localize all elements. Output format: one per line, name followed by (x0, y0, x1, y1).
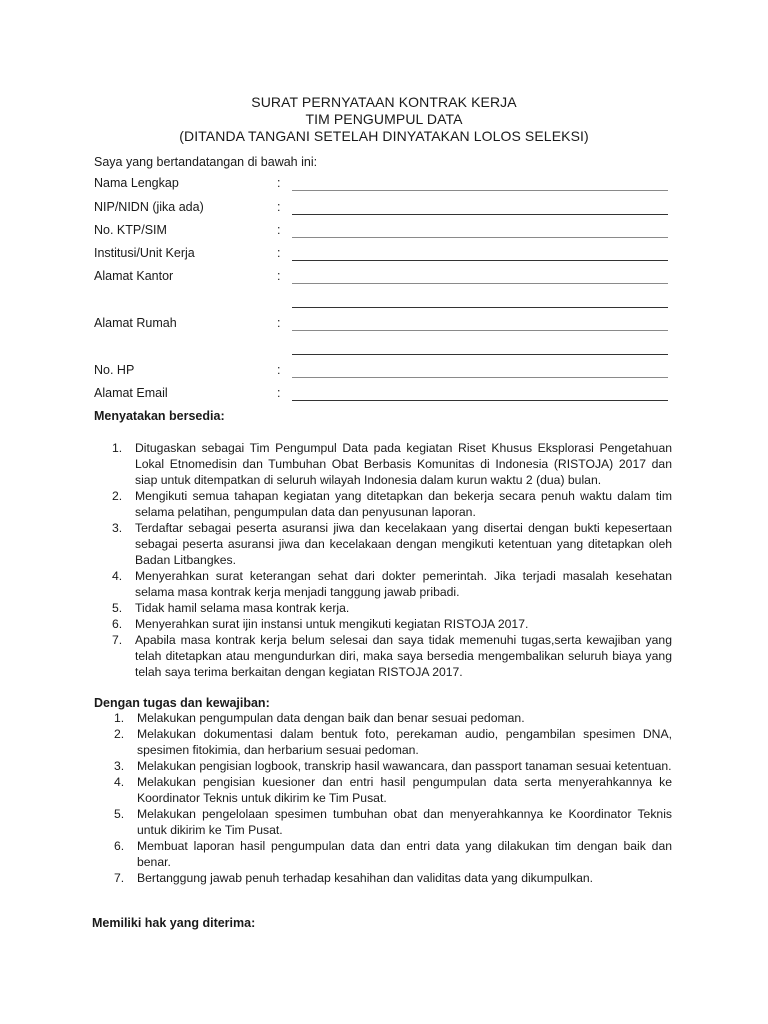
list-item (114, 838, 672, 870)
colon: : (277, 316, 281, 330)
field-institusi (94, 246, 674, 264)
list-item (112, 488, 672, 520)
fill-line[interactable] (292, 400, 668, 401)
colon: : (277, 176, 281, 190)
list-item (114, 726, 672, 758)
item-text: Terdaftar sebagai peserta asuransi jiwa dan kecelakaan yang disertai dengan bukti kepesertaan sebagai peserta asuransi jiwa dan kecelakaan dengan mengikuti ketentuan yang ditetapkan oleh Badan Litbangkes. (135, 521, 672, 567)
item-text: Menyerahkan surat keterangan sehat dari dokter pemerintah. Jika terjadi masalah kesehatan selama masa kontrak kerja menjadi tanggung jawab pribadi. (135, 569, 672, 599)
item-number: 6. (114, 839, 125, 853)
item-number: 1. (112, 441, 123, 455)
item-number: 3. (112, 521, 123, 535)
field-nip-nidn (94, 200, 674, 218)
item-number: 7. (112, 633, 123, 647)
list-item (114, 774, 672, 806)
fill-line[interactable] (292, 237, 668, 238)
item-text: Apabila masa kontrak kerja belum selesai dan saya tidak memenuhi tugas,serta kewajiban yang telah ditetapkan atau mengundurkan diri, maka saya bersedia mengembalikan seluruh biaya yang telah saya terima berkaitan dengan kegiatan RISTOJA 2017. (135, 633, 672, 679)
fill-line[interactable] (292, 260, 668, 261)
alamat-rumah-line-2[interactable] (292, 354, 668, 355)
field-label: Alamat Email (94, 386, 168, 400)
colon: : (277, 363, 281, 377)
item-text: Bertanggung jawab penuh terhadap kesahihan dan validitas data yang dikumpulkan. (137, 871, 594, 885)
document-title (0, 94, 768, 145)
list-item (112, 568, 672, 600)
list-item (112, 440, 672, 488)
field-label: NIP/NIDN (jika ada) (94, 200, 204, 214)
field-label: Nama Lengkap (94, 176, 179, 190)
item-number: 7. (114, 871, 125, 885)
field-label: Alamat Kantor (94, 269, 174, 283)
item-number: 2. (114, 727, 125, 741)
list-item (114, 806, 672, 838)
field-nama-lengkap (94, 176, 674, 194)
item-text: Melakukan pengisian kuesioner dan entri hasil pengumpulan data serta menyerahkannya ke Koordinator Teknis untuk dikirim ke Tim Pusat. (137, 775, 672, 805)
title-line-1: SURAT PERNYATAAN KONTRAK KERJA (251, 94, 517, 110)
fill-line[interactable] (292, 330, 668, 331)
field-alamat-kantor (94, 269, 674, 287)
fill-line[interactable] (292, 377, 668, 378)
item-text: Tidak hamil selama masa kontrak kerja. (135, 601, 350, 615)
list-item (114, 710, 672, 726)
intro-text: Saya yang bertandatangan di bawah ini: (94, 155, 318, 169)
item-text: Membuat laporan hasil pengumpulan data dan entri data yang dilakukan tim dengan baik dan benar. (137, 839, 672, 869)
list-item (114, 758, 672, 774)
title-line-3: (DITANDA TANGANI SETELAH DINYATAKAN LOLOS SELEKSI) (179, 128, 589, 144)
list-item (114, 870, 672, 886)
field-label: Alamat Rumah (94, 316, 177, 330)
item-text: Melakukan dokumentasi dalam bentuk foto, perekaman audio, pengambilan spesimen DNA, spesimen fitokimia, dan herbarium sesuai pedoman. (137, 727, 672, 757)
list-tugas (114, 710, 672, 886)
item-text: Menyerahkan surat ijin instansi untuk mengikuti kegiatan RISTOJA 2017. (135, 617, 529, 631)
item-number: 5. (112, 601, 123, 615)
item-text: Melakukan pengisian logbook, transkrip hasil wawancara, dan passport tanaman sesuai ketentuan. (137, 759, 672, 773)
field-ktp-sim (94, 223, 674, 241)
item-text: Melakukan pengelolaan spesimen tumbuhan obat dan menyerahkannya ke Koordinator Teknis untuk dikirim ke Tim Pusat. (137, 807, 672, 837)
list-bersedia (112, 440, 672, 680)
fill-line[interactable] (292, 190, 668, 191)
item-number: 6. (112, 617, 123, 631)
field-label: No. KTP/SIM (94, 223, 167, 237)
field-alamat-rumah (94, 316, 674, 334)
colon: : (277, 246, 281, 260)
fill-line[interactable] (292, 214, 668, 215)
colon: : (277, 200, 281, 214)
section-heading-hak: Memiliki hak yang diterima: (92, 916, 256, 930)
alamat-kantor-line-2[interactable] (292, 307, 668, 308)
field-label: No. HP (94, 363, 135, 377)
list-item (112, 520, 672, 568)
field-label: Institusi/Unit Kerja (94, 246, 195, 260)
colon: : (277, 269, 281, 283)
title-line-2: TIM PENGUMPUL DATA (305, 111, 463, 127)
item-number: 5. (114, 807, 125, 821)
item-number: 4. (114, 775, 125, 789)
section-heading-bersedia: Menyatakan bersedia: (94, 409, 225, 423)
field-alamat-email (94, 386, 674, 404)
list-item (112, 600, 672, 616)
item-number: 3. (114, 759, 125, 773)
item-text: Melakukan pengumpulan data dengan baik dan benar sesuai pedoman. (137, 711, 525, 725)
section-heading-tugas: Dengan tugas dan kewajiban: (94, 696, 270, 710)
list-item (112, 632, 672, 680)
item-number: 2. (112, 489, 123, 503)
fill-line[interactable] (292, 283, 668, 284)
item-text: Ditugaskan sebagai Tim Pengumpul Data pada kegiatan Riset Khusus Eksplorasi Pengetahuan Lokal Etnomedisin dan Tumbuhan Obat Berbasis Komunitas di Indonesia (RISTOJA) 2017 dan siap untuk ditempatkan di seluruh wilayah Indonesia dalam kurun waktu 2 (dua) bulan. (135, 441, 672, 487)
colon: : (277, 386, 281, 400)
field-no-hp (94, 363, 674, 381)
colon: : (277, 223, 281, 237)
item-text: Mengikuti semua tahapan kegiatan yang ditetapkan dan bekerja secara penuh waktu dalam tim selama pelatihan, pengumpulan data dan penyusunan laporan. (135, 489, 672, 519)
item-number: 1. (114, 711, 125, 725)
list-item (112, 616, 672, 632)
item-number: 4. (112, 569, 123, 583)
